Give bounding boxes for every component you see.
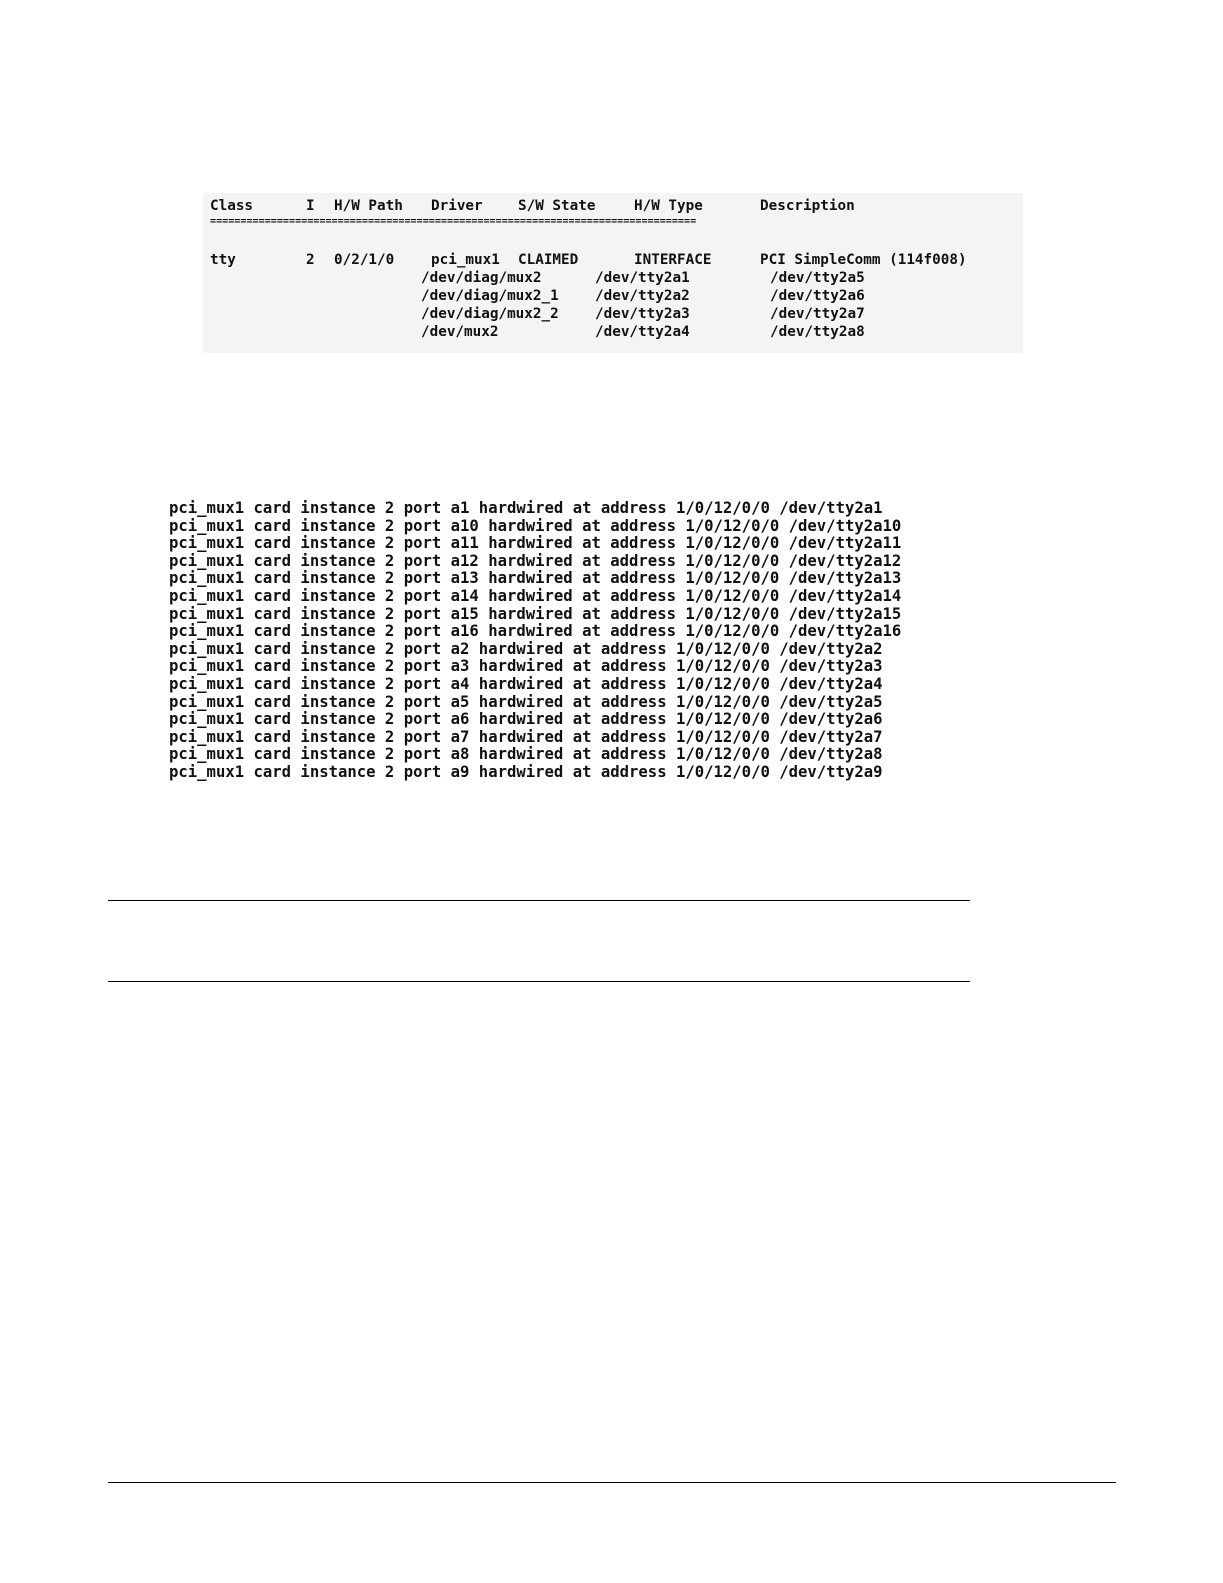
note-top-rule — [108, 900, 970, 901]
device-line: pci_mux1 card instance 2 port a13 hardwired at address 1/0/12/0/0 /dev/tty2a13 — [169, 569, 902, 588]
header-instance: I — [306, 198, 315, 214]
row-hw-type: INTERFACE — [634, 252, 712, 268]
row-instance: 2 — [306, 252, 315, 268]
header-driver: Driver — [431, 198, 483, 214]
device-file: /dev/mux2 — [421, 324, 499, 340]
device-file: /dev/tty2a2 — [595, 288, 690, 304]
row-sw-state: CLAIMED — [518, 252, 579, 268]
device-file: /dev/tty2a3 — [595, 306, 690, 322]
device-file: /dev/tty2a7 — [770, 306, 865, 322]
device-line: pci_mux1 card instance 2 port a4 hardwired at address 1/0/12/0/0 /dev/tty2a4 — [169, 675, 883, 693]
device-line: pci_mux1 card instance 2 port a5 hardwired at address 1/0/12/0/0 /dev/tty2a5 — [169, 692, 883, 711]
ioscan-separator: ================================================================================ — [210, 216, 697, 227]
device-files-row — [210, 287, 865, 305]
device-line: pci_mux1 card instance 2 port a9 hardwired at address 1/0/12/0/0 /dev/tty2a9 — [169, 763, 883, 781]
device-file: /dev/diag/mux2_2 — [421, 306, 559, 322]
row-driver: pci_mux1 — [431, 252, 500, 268]
row-description: PCI SimpleComm (114f008) — [760, 252, 967, 268]
device-files-row — [210, 269, 865, 287]
header-class: Class — [210, 198, 254, 214]
header-sw-state: S/W State — [518, 198, 596, 214]
device-line: pci_mux1 card instance 2 port a16 hardwired at address 1/0/12/0/0 /dev/tty2a16 — [169, 622, 902, 641]
ioscan-output-screenshot — [203, 193, 1023, 353]
device-files-row — [210, 305, 865, 323]
device-line: pci_mux1 card instance 2 port a14 hardwired at address 1/0/12/0/0 /dev/tty2a14 — [169, 587, 902, 605]
device-file: /dev/tty2a4 — [595, 324, 690, 340]
device-line: pci_mux1 card instance 2 port a7 hardwired at address 1/0/12/0/0 /dev/tty2a7 — [169, 727, 883, 746]
device-line: pci_mux1 card instance 2 port a10 hardwired at address 1/0/12/0/0 /dev/tty2a10 — [169, 516, 902, 535]
device-line: pci_mux1 card instance 2 port a3 hardwired at address 1/0/12/0/0 /dev/tty2a3 — [169, 657, 883, 676]
device-line: pci_mux1 card instance 2 port a11 hardwired at address 1/0/12/0/0 /dev/tty2a11 — [169, 534, 902, 553]
device-line: pci_mux1 card instance 2 port a12 hardwired at address 1/0/12/0/0 /dev/tty2a12 — [169, 551, 902, 570]
device-file: /dev/tty2a8 — [770, 324, 865, 340]
header-hw-type: H/W Type — [634, 198, 703, 214]
header-description: Description — [760, 198, 855, 214]
device-file: /dev/tty2a1 — [595, 270, 690, 286]
row-hw-path: 0/2/1/0 — [334, 252, 395, 268]
device-line: pci_mux1 card instance 2 port a15 hardwired at address 1/0/12/0/0 /dev/tty2a15 — [169, 604, 902, 623]
ioscan-device-row — [210, 251, 967, 269]
device-line: pci_mux1 card instance 2 port a1 hardwired at address 1/0/12/0/0 /dev/tty2a1 — [169, 499, 883, 517]
device-line: pci_mux1 card instance 2 port a6 hardwired at address 1/0/12/0/0 /dev/tty2a6 — [169, 710, 883, 729]
device-file: /dev/tty2a6 — [770, 288, 865, 304]
device-files-row — [210, 323, 865, 341]
note-bottom-rule — [108, 981, 970, 982]
device-file: /dev/diag/mux2_1 — [421, 288, 559, 304]
device-line: pci_mux1 card instance 2 port a2 hardwired at address 1/0/12/0/0 /dev/tty2a2 — [169, 639, 883, 658]
device-file: /dev/diag/mux2 — [421, 270, 542, 286]
footer-rule — [108, 1482, 1116, 1483]
device-list-screenshot — [162, 500, 1042, 792]
header-hw-path: H/W Path — [334, 198, 403, 214]
row-class: tty — [210, 252, 236, 268]
device-file: /dev/tty2a5 — [770, 270, 865, 286]
device-line: pci_mux1 card instance 2 port a8 hardwired at address 1/0/12/0/0 /dev/tty2a8 — [169, 745, 883, 764]
